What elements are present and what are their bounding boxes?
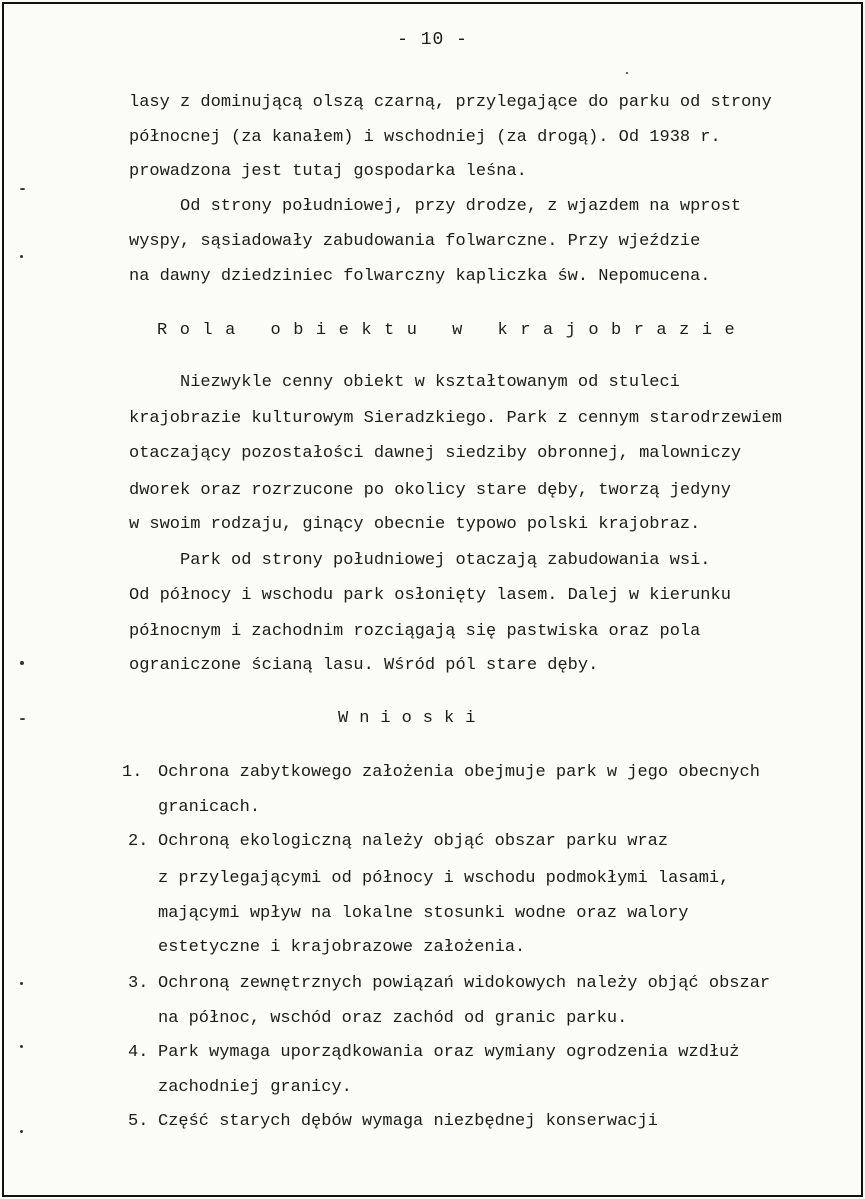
list-item-line: zachodniej granicy. — [158, 1078, 352, 1097]
scan-speck — [20, 718, 25, 720]
page-number: - 10 - — [397, 30, 468, 50]
list-item-line: Park wymaga uporządkowania oraz wymiany ogrodzenia wzdłuż — [158, 1043, 740, 1062]
paragraph-line: w swoim rodzaju, ginący obecnie typowo polski krajobraz. — [129, 515, 701, 534]
list-item-number: 3. — [128, 974, 149, 993]
list-item-number: 4. — [128, 1043, 149, 1062]
paragraph-line: Od strony południowej, przy drodze, z wjazdem na wprost — [180, 197, 742, 216]
scan-speck — [20, 255, 23, 258]
list-item-line: mającymi wpływ na lokalne stosunki wodne oraz walory — [158, 904, 689, 923]
list-item-line: Ochroną zewnętrznych powiązań widokowych należy objąć obszar — [158, 974, 771, 993]
list-item-line: Część starych dębów wymaga niezbędnej konserwacji — [158, 1112, 658, 1131]
list-item-line: estetyczne i krajobrazowe założenia. — [158, 938, 526, 957]
scan-speck — [20, 1130, 23, 1133]
paragraph-line: Od północy i wschodu park osłonięty lasem. Dalej w kierunku — [129, 586, 731, 605]
list-item-line: na północ, wschód oraz zachód od granic parku. — [158, 1009, 628, 1028]
section-heading-role: Rola obiektu w krajobrazie — [157, 321, 748, 340]
scan-speck — [626, 72, 628, 74]
scan-speck — [20, 188, 25, 190]
list-item-line: z przylegającymi od północy i wschodu podmokłymi lasami, — [158, 869, 730, 888]
list-item-line: granicach. — [158, 798, 261, 817]
list-item-line: Ochroną ekologiczną należy objąć obszar parku wraz — [158, 832, 669, 851]
list-item-number: 2. — [128, 832, 149, 851]
paragraph-line: ograniczone ścianą lasu. Wśród pól stare dęby. — [129, 656, 599, 675]
paragraph-line: północnym i zachodnim rozciągają się pastwiska oraz pola — [129, 622, 701, 641]
section-heading-conclusions: Wnioski — [338, 709, 487, 728]
list-item-number: 5. — [128, 1112, 149, 1131]
scan-speck — [20, 661, 24, 665]
paragraph-line: prowadzona jest tutaj gospodarka leśna. — [129, 162, 527, 181]
paragraph-line: dworek oraz rozrzucone po okolicy stare dęby, tworzą jedyny — [129, 481, 731, 500]
paragraph-line: północnej (za kanałem) i wschodniej (za drogą). Od 1938 r. — [129, 128, 721, 147]
paragraph-line: krajobrazie kulturowym Sieradzkiego. Park z cennym starodrzewiem — [129, 409, 782, 428]
paragraph-line: Park od strony południowej otaczają zabudowania wsi. — [180, 551, 711, 570]
list-item-line: Ochrona zabytkowego założenia obejmuje park w jego obecnych — [158, 763, 760, 782]
paragraph-line: lasy z dominującą olszą czarną, przylegające do parku od strony — [129, 93, 772, 112]
paragraph-line: Niezwykle cenny obiekt w kształtowanym od stuleci — [180, 373, 680, 392]
paragraph-line: wyspy, sąsiadowały zabudowania folwarczne. Przy wjeździe — [129, 232, 701, 251]
scan-speck — [20, 982, 23, 985]
list-item-number: 1. — [122, 763, 143, 782]
paragraph-line: otaczający pozostałości dawnej siedziby obronnej, malowniczy — [129, 444, 742, 463]
scan-speck — [20, 1045, 23, 1048]
paragraph-line: na dawny dziedziniec folwarczny kapliczka św. Nepomucena. — [129, 267, 711, 286]
